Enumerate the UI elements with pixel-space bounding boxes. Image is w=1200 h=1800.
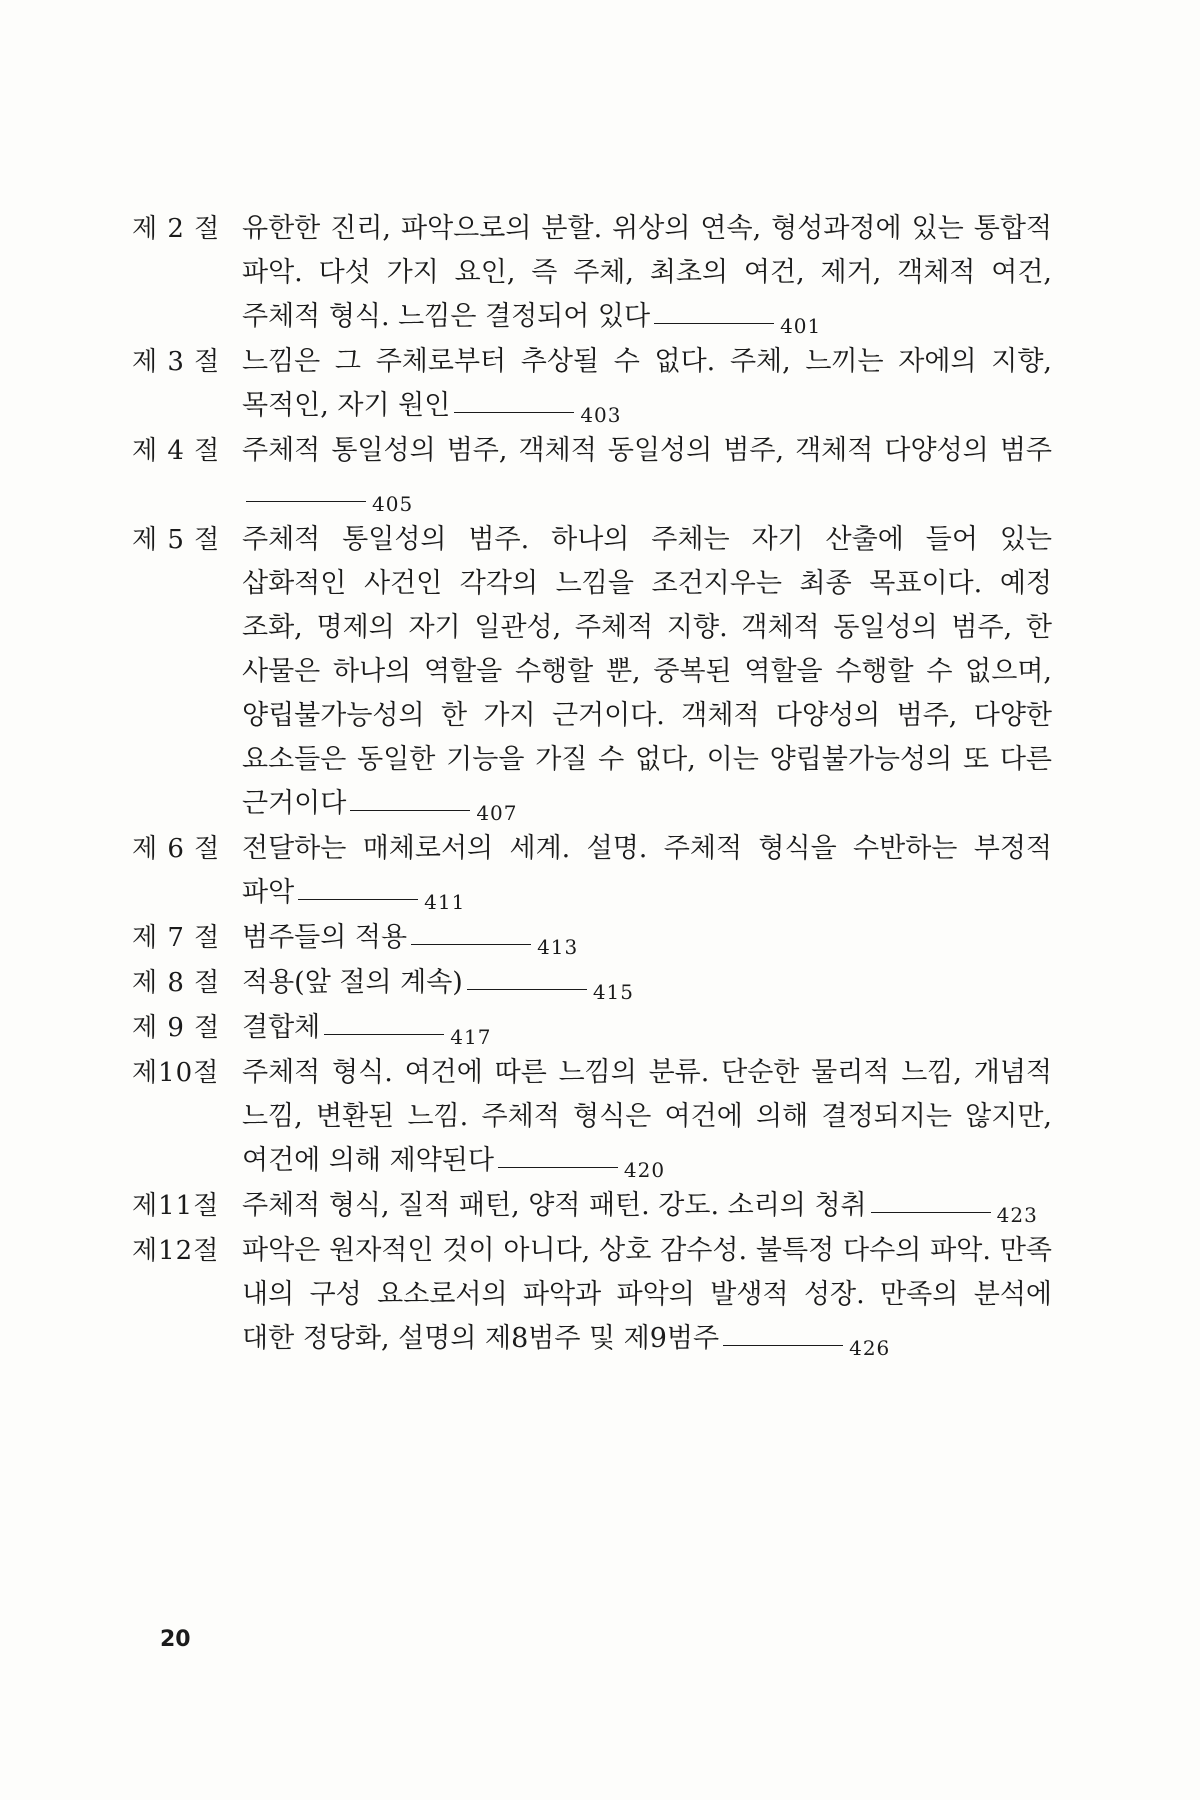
section-label: 제 9 절 [132,1013,221,1043]
page-number: 20 [160,1627,191,1652]
toc-entry [132,916,1052,961]
section-description: 적용(앞 절의 계속) [242,967,463,998]
section-label: 제 8 절 [132,968,221,998]
page-reference: 415 [592,980,634,1004]
page-reference: 403 [580,403,622,427]
toc-entry [132,961,1052,1006]
page-reference: 405 [372,492,414,516]
section-description-block [242,1006,1052,1051]
leader-line [246,501,366,502]
leader-line [324,1034,444,1035]
section-description: 주체적 통일성의 범주, 객체적 동일성의 범주, 객체적 다양성의 범주 [242,435,1052,466]
section-description-block [242,518,1052,827]
leader-line [498,1167,618,1168]
section-description: 유한한 진리, 파악으로의 분할. 위상의 연속, 형성과정에 있는 통합적 파악. 다섯 가지 요인, 즉 주체, 최초의 여건, 제거, 객체적 여건, 주체적 형식. 느낌은 결정되어 있다 [242,213,1052,332]
page-reference: 411 [424,890,466,914]
toc-entry [132,1229,1052,1362]
section-description-block [242,340,1052,429]
section-description-block [242,1051,1052,1184]
section-description: 파악은 원자적인 것이 아니다, 상호 감수성. 불특정 다수의 파악. 만족 내의 구성 요소로서의 파악과 파악의 발생적 성장. 만족의 분석에 대한 정당화, 설명의 제8범주 및 제9범주 [242,1235,1052,1354]
section-description: 주체적 통일성의 범주. 하나의 주체는 자기 산출에 들어 있는 삽화적인 사건인 각각의 느낌을 조건지우는 최종 목표이다. 예정 조화, 명제의 자기 일관성, 주체적 지향. 객체적 동일성의 범주, 한 사물은 하나의 역할을 수행할 뿐, 중복된 역할을 수행할 수 없으며, 양립불가능성의 한 가지 근거이다. 객체적 다양성의 범주, 다양한 요소들은 동일한 기능을 가질 수 없다, 이는 양립불가능성의 또 다른 근거이다 [242,524,1052,819]
leader-line [298,899,418,900]
section-description-block [242,916,1052,961]
section-label: 제 5 절 [132,525,221,555]
toc-entry [132,1006,1052,1051]
leader-line [871,1212,991,1213]
section-label: 제 2 절 [132,214,221,244]
section-description: 주체적 형식. 여건에 따른 느낌의 분류. 단순한 물리적 느낌, 개념적 느낌, 변환된 느낌. 주체적 형식은 여건에 의해 결정되지는 않지만, 여건에 의해 제약된다 [242,1057,1052,1176]
page-reference: 407 [476,801,518,825]
section-label: 제 6 절 [132,834,221,864]
table-of-contents [132,207,1052,1362]
toc-entry [132,207,1052,340]
page-reference: 420 [623,1158,666,1182]
leader-line [723,1345,843,1346]
section-description-block [242,961,1052,1006]
toc-entry [132,340,1052,429]
section-description: 범주들의 적용 [242,922,408,953]
toc-entry [132,518,1052,827]
toc-entry [132,1184,1052,1229]
section-description: 주체적 형식, 질적 패턴, 양적 패턴. 강도. 소리의 청취 [242,1190,867,1221]
section-description-block [242,207,1052,340]
section-label: 제11절 [132,1191,220,1221]
page-reference: 401 [780,314,822,338]
leader-line [454,412,574,413]
leader-line [654,323,774,324]
section-label: 제12절 [132,1236,220,1266]
leader-line [411,944,531,945]
toc-entry [132,1051,1052,1184]
toc-entry [132,429,1052,518]
page-reference: 423 [996,1203,1038,1227]
section-description-block [242,827,1052,916]
section-label: 제 7 절 [132,923,221,953]
section-label: 제10절 [132,1058,220,1088]
section-description-block [242,429,1052,518]
section-description-block [242,1229,1052,1362]
section-description: 결합체 [242,1012,321,1043]
section-description: 느낌은 그 주체로부터 추상될 수 없다. 주체, 느끼는 자에의 지향, 목적인, 자기 원인 [242,346,1052,421]
section-description: 전달하는 매체로서의 세계. 설명. 주체적 형식을 수반하는 부정적 파악 [242,833,1052,908]
page-reference: 413 [537,935,579,959]
page-reference: 417 [450,1025,492,1049]
section-label: 제 3 절 [132,347,221,377]
page-reference: 426 [849,1336,891,1360]
section-description-block [242,1184,1052,1229]
section-label: 제 4 절 [132,436,221,466]
leader-line [350,810,470,811]
leader-line [467,989,587,990]
toc-entry [132,827,1052,916]
